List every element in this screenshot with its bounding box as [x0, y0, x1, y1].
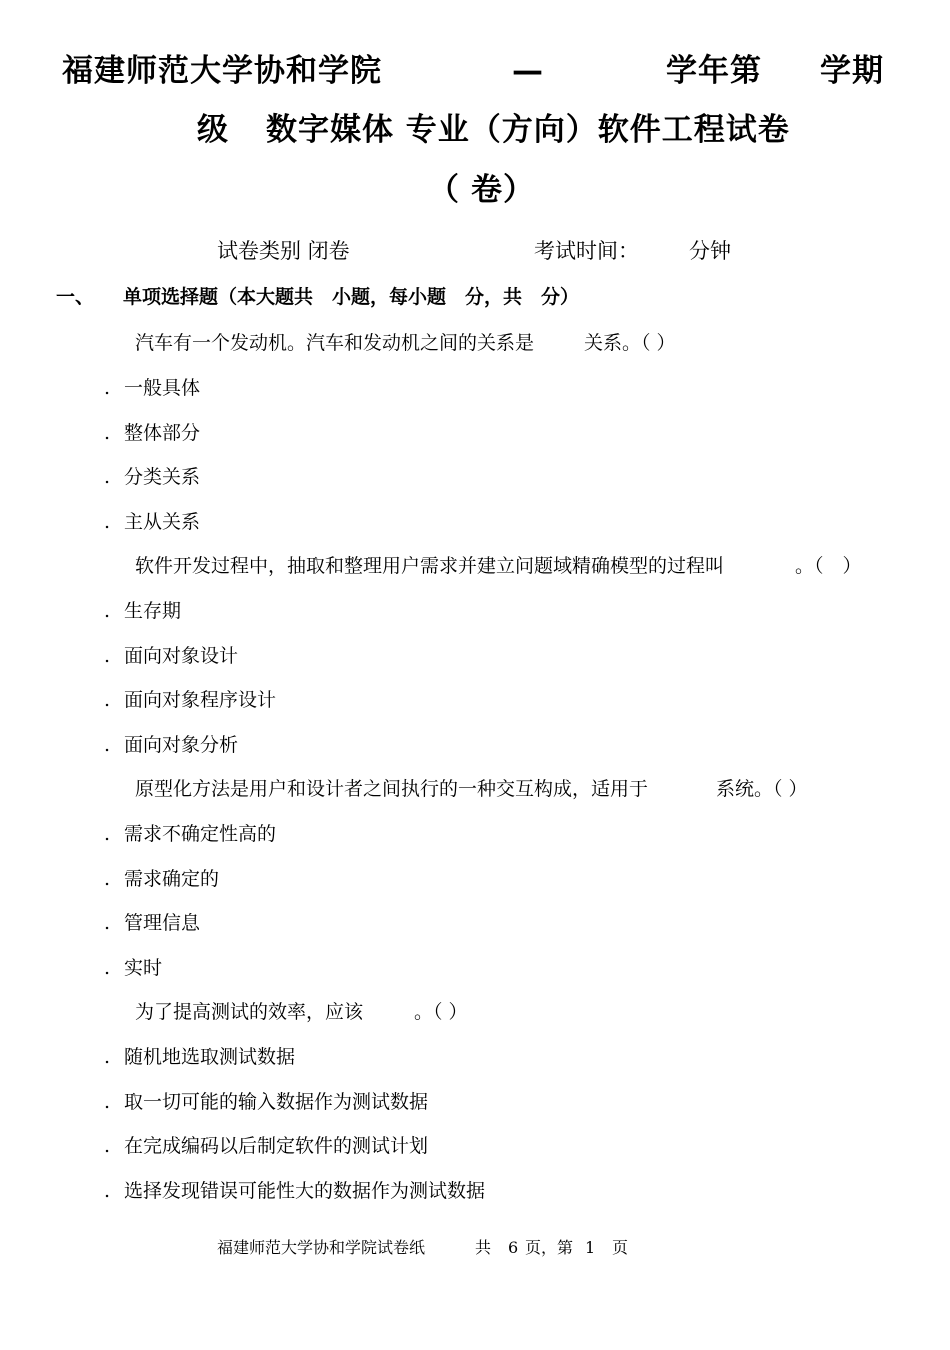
paper-label: 卷） [471, 172, 535, 208]
answer-option: 整体部分 [124, 422, 201, 444]
answer-option: 需求不确定性高的 [124, 823, 277, 845]
question-stem: 原型化方法是用户和设计者之间执行的一种交互构成，适用于 [135, 778, 649, 800]
option-marker: . [104, 1135, 111, 1157]
answer-option: 面向对象分析 [124, 734, 239, 756]
course-title: 数字媒体 专业（方向）软件工程试卷 [266, 112, 790, 148]
option-marker: . [104, 868, 111, 890]
option-marker: . [104, 377, 111, 399]
option-marker: . [104, 645, 111, 667]
school-name: 福建师范大学协和学院 [62, 53, 382, 89]
footer-page-suffix: 页 [612, 1238, 629, 1257]
option-marker: . [104, 466, 111, 488]
question-stem-end: 。（ ） [414, 1001, 468, 1023]
option-marker: . [104, 422, 111, 444]
exam-time-label: 考试时间： [534, 239, 639, 263]
answer-option: 实时 [124, 957, 163, 979]
option-marker: . [104, 912, 111, 934]
question-stem-end: 系统。（ ） [716, 778, 808, 800]
answer-option: 选择发现错误可能性大的数据作为测试数据 [124, 1180, 486, 1202]
question-stem-end: 。（ ） [795, 555, 862, 577]
option-marker: . [104, 600, 111, 622]
year-dash: — [512, 53, 544, 89]
footer-school-paper: 福建师范大学协和学院试卷纸 [217, 1238, 426, 1257]
section-number: 一、 [56, 286, 95, 308]
answer-option: 在完成编码以后制定软件的测试计划 [124, 1135, 429, 1157]
option-marker: . [104, 957, 111, 979]
answer-option: 分类关系 [124, 466, 201, 488]
answer-option: 面向对象程序设计 [124, 689, 277, 711]
option-marker: . [104, 689, 111, 711]
section-title: 单项选择题（本大题共 小题，每小题 分，共 分） [123, 286, 580, 308]
answer-option: 管理信息 [124, 912, 201, 934]
answer-option: 主从关系 [124, 511, 201, 533]
answer-option: 取一切可能的输入数据作为测试数据 [124, 1091, 429, 1113]
option-marker: . [104, 734, 111, 756]
answer-option: 一般具体 [124, 377, 201, 399]
question-stem-end: 关系。（ ） [584, 332, 676, 354]
option-marker: . [104, 1091, 111, 1113]
footer-page-prefix: 页，第 [525, 1238, 574, 1257]
answer-option: 需求确定的 [124, 868, 220, 890]
question-stem: 软件开发过程中，抽取和整理用户需求并建立问题域精确模型的过程叫 [135, 555, 725, 577]
exam-minutes-label: 分钟 [689, 239, 731, 263]
paper-type: 试卷类别 闭卷 [217, 239, 350, 263]
footer-page-number: 1 [585, 1238, 596, 1257]
question-stem: 汽车有一个发动机。汽车和发动机之间的关系是 [135, 332, 535, 354]
answer-option: 生存期 [124, 600, 182, 622]
year-label: 学年第 [666, 53, 762, 89]
term-label: 学期 [820, 53, 884, 89]
grade-label: 级 [197, 112, 229, 148]
option-marker: . [104, 511, 111, 533]
paper-open-paren: （ [428, 172, 460, 208]
option-marker: . [104, 1180, 111, 1202]
question-stem: 为了提高测试的效率，应该 [135, 1001, 364, 1023]
option-marker: . [104, 1046, 111, 1068]
option-marker: . [104, 823, 111, 845]
footer-total-prefix: 共 [475, 1238, 492, 1257]
footer-total-pages: 6 [508, 1238, 519, 1257]
answer-option: 随机地选取测试数据 [124, 1046, 296, 1068]
answer-option: 面向对象设计 [124, 645, 239, 667]
